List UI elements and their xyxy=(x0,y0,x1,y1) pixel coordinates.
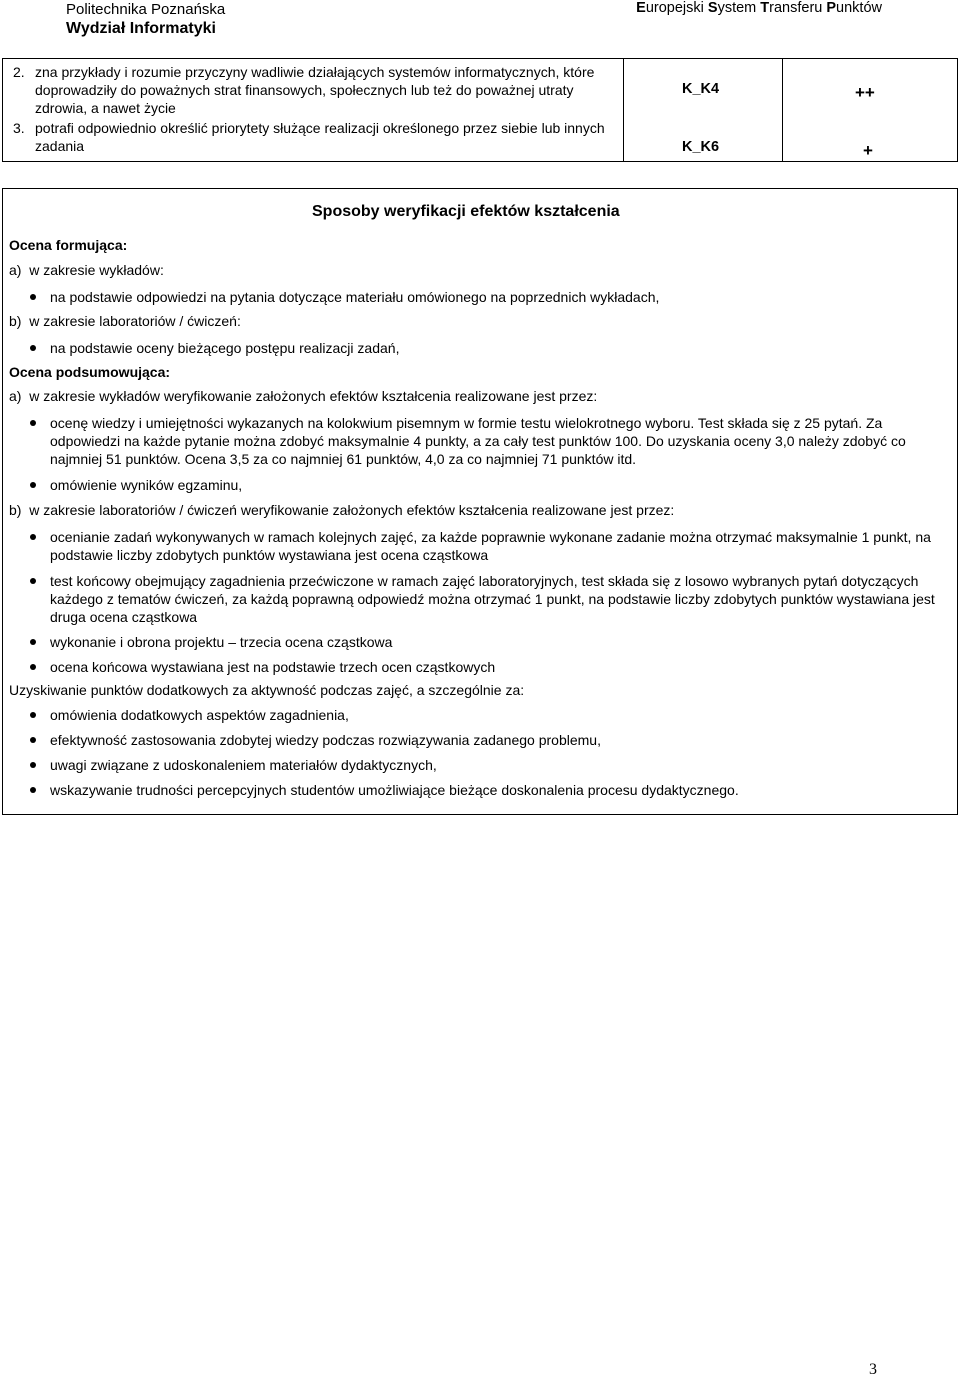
ects-word-3: ransferu xyxy=(769,0,827,16)
summative-labs-label: b) w zakresie laboratoriów / ćwiczeń weryfikowanie założonych efektów kształcenia realizowane jest przez: xyxy=(9,502,675,518)
ects-initial-s: S xyxy=(707,0,718,16)
effects-text-cell xyxy=(3,59,624,162)
bullet-item: na podstawie odpowiedzi na pytania dotyczące materiału omówionego na poprzednich wykładach, xyxy=(9,288,945,306)
faculty-name: Wydział Informatyki xyxy=(66,20,216,37)
page-number: 3 xyxy=(869,1361,877,1378)
bullet-item: efektywność zastosowania zdobytej wiedzy podczas rozwiązywania zadanego problemu, xyxy=(9,731,945,749)
effect-mark: ++ xyxy=(855,83,875,102)
summative-lectures-label: a) w zakresie wykładów weryfikowanie założonych efektów kształcenia realizowane jest przez: xyxy=(9,388,598,404)
ects-word-1: uropejski xyxy=(645,0,708,16)
university-name: Politechnika Poznańska xyxy=(66,1,226,18)
effect-description: potrafi odpowiednio określić priorytety służące realizacji określonego przez siebie lub innych zadania xyxy=(35,120,605,154)
bullet-item: test końcowy obejmujący zagadnienia przećwiczone w ramach zajęć laboratoryjnych, test składa się z losowo wybranych pytań dotyczących każdego z tematów ćwiczeń, za każdą poprawną odpowiedź można otrzymać 1 punkt, na podstawie liczby zdobytych punktów wystawiana jest druga ocena cząstkowa xyxy=(9,572,945,626)
formative-labs-label: b) w zakresie laboratoriów / ćwiczeń: xyxy=(9,313,241,329)
bullet-item: na podstawie oceny bieżącego postępu realizacji zadań, xyxy=(9,339,945,357)
effect-number: 3. xyxy=(13,120,25,136)
ects-initial-t: T xyxy=(760,0,770,16)
effect-mark: + xyxy=(863,141,873,160)
verification-content xyxy=(9,236,945,799)
effects-code-cell xyxy=(624,59,783,162)
page-header-left xyxy=(66,0,225,38)
summative-heading: Ocena podsumowująca: xyxy=(9,364,171,380)
bullet-item: ocenę wiedzy i umiejętności wykazanych na kolokwium pisemnym w formie testu wielokrotnego wyboru. Test składa się z 25 pytań. Za odpowiedzi na każde pytanie można zdobyć maksymalnie 4 punkty, a za cały test punktów 100. Do uzyskania oceny 3,0 należy zdobyć co najmniej 51 punktów. Ocena 3,5 za co najmniej 61 punktów, 4,0 za co najmniej 71 punktów itd. xyxy=(9,414,945,468)
effect-description: zna przykłady i rozumie przyczyny wadliwie działających systemów informatycznych, które doprowadziły do poważnych strat finansowych, społecznych lub też do poważnej utraty zdrowia, a nawet życie xyxy=(35,64,595,116)
effect-code: K_K6 xyxy=(682,139,720,155)
verification-section xyxy=(2,188,958,815)
formative-lectures-label: a) w zakresie wykładów: xyxy=(9,262,164,278)
effect-item xyxy=(13,119,615,155)
extra-points-heading: Uzyskiwanie punktów dodatkowych za aktywność podczas zajęć, a szczególnie za: xyxy=(9,682,525,698)
bullet-item: ocenianie zadań wykonywanych w ramach kolejnych zajęć, za każde poprawnie wykonane zadanie można otrzymać maksymalnie 1 punkt, na podstawie liczby zdobytych punktów wystawiana jest ocena cząstkowa xyxy=(9,528,945,564)
effect-number: 2. xyxy=(13,64,25,80)
learning-effects-table xyxy=(2,58,958,162)
ects-header xyxy=(636,0,882,16)
ects-word-4: unktów xyxy=(836,0,882,16)
ects-initial-e: E xyxy=(636,0,646,16)
bullet-item: omówienie wyników egzaminu, xyxy=(9,476,945,494)
ects-word-2: ystem xyxy=(717,0,761,16)
section-title: Sposoby weryfikacji efektów kształcenia xyxy=(312,203,620,220)
effect-item xyxy=(13,63,615,117)
bullet-item: wykonanie i obrona projektu – trzecia ocena cząstkowa xyxy=(9,633,945,651)
bullet-item: omówienia dodatkowych aspektów zagadnienia, xyxy=(9,706,945,724)
bullet-item: uwagi związane z udoskonaleniem materiałów dydaktycznych, xyxy=(9,756,945,774)
effects-mark-cell xyxy=(783,59,958,162)
effect-code: K_K4 xyxy=(682,81,720,97)
bullet-item: ocena końcowa wystawiana jest na podstawie trzech ocen cząstkowych xyxy=(9,658,945,676)
bullet-item: wskazywanie trudności percepcyjnych studentów umożliwiające bieżące doskonalenia procesu dydaktycznego. xyxy=(9,781,945,799)
ects-initial-p: P xyxy=(826,0,837,16)
formative-heading: Ocena formująca: xyxy=(9,237,128,253)
